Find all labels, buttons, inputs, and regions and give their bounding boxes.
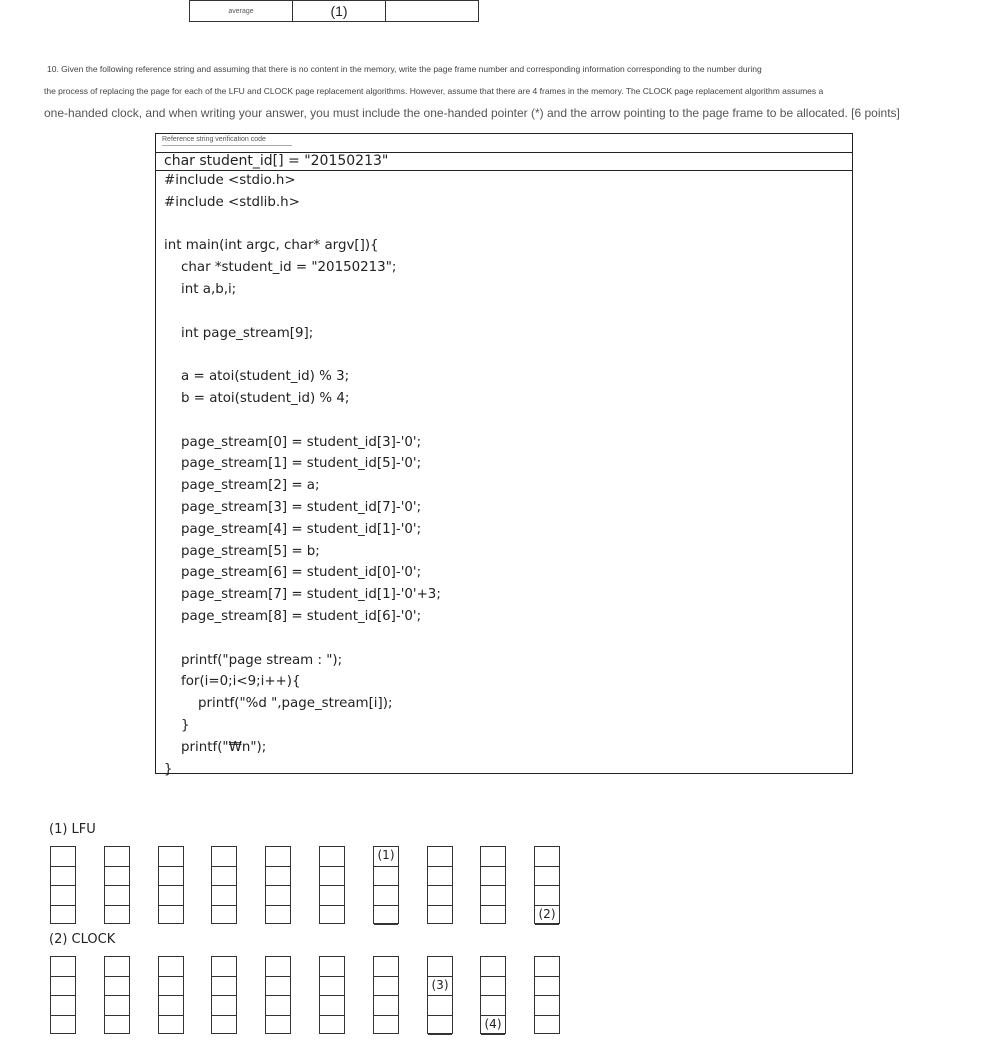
- frame-cell: [374, 977, 398, 997]
- frame-column: [104, 956, 130, 1034]
- code-listing: [164, 170, 441, 780]
- frame-cell: [320, 1016, 344, 1036]
- frame-cell: [481, 957, 505, 977]
- frame-cell: [535, 867, 559, 887]
- frame-column: [427, 956, 453, 1034]
- code-caption: Reference string verification code: [162, 136, 266, 143]
- frame-column: [158, 956, 184, 1034]
- frame-cell: [374, 886, 398, 906]
- frame-cell: [320, 957, 344, 977]
- frame-cell: [374, 1016, 398, 1036]
- frame-column: [50, 956, 76, 1034]
- frame-cell: [535, 847, 559, 867]
- frame-cell: [320, 847, 344, 867]
- average-value: (1): [293, 1, 386, 22]
- frame-cell: [266, 847, 290, 867]
- code-line: printf("%d ",page_stream[i]);: [164, 696, 393, 712]
- frame-cell: [105, 906, 129, 926]
- student-id-line: char student_id[] = "20150213": [164, 153, 389, 169]
- frame-cell: [320, 867, 344, 887]
- frame-cell: [105, 977, 129, 997]
- code-line: printf("₩n");: [164, 739, 267, 755]
- question-line-1: 10. Given the following reference string and assuming that there is no content in the memory, write the page frame number and corresponding information corresponding to the number during: [47, 64, 762, 74]
- code-box: [155, 133, 853, 777]
- code-line: a = atoi(student_id) % 3;: [164, 369, 350, 385]
- frame-cell: [374, 867, 398, 887]
- code-line: page_stream[0] = student_id[3]-'0';: [164, 434, 422, 450]
- frame-column: [158, 846, 184, 924]
- answer-marker: (1): [377, 848, 395, 862]
- clock-title: (2) CLOCK: [49, 932, 116, 947]
- frame-cell: [159, 867, 183, 887]
- code-line: int page_stream[9];: [164, 325, 314, 341]
- frame-cell: [320, 996, 344, 1016]
- frame-cell: [374, 906, 398, 926]
- frame-column: [50, 846, 76, 924]
- code-line: }: [164, 761, 173, 777]
- question-line-2: the process of replacing the page for each of the LFU and CLOCK page replacement algorithms. However, assume that there are 4 frames in the memory. The CLOCK page replacement algorithm assumes a: [44, 86, 824, 96]
- frame-cell: [481, 847, 505, 867]
- frame-cell: [212, 886, 236, 906]
- code-line: page_stream[8] = student_id[6]-'0';: [164, 608, 422, 624]
- frame-column: [480, 846, 506, 924]
- code-line: page_stream[4] = student_id[1]-'0';: [164, 521, 422, 537]
- frame-cell: [535, 996, 559, 1016]
- code-line: page_stream[6] = student_id[0]-'0';: [164, 565, 422, 581]
- frame-cell: [428, 867, 452, 887]
- frame-cell: [105, 847, 129, 867]
- frame-column: [480, 956, 506, 1034]
- frame-column: [534, 846, 560, 924]
- frame-cell: [266, 906, 290, 926]
- frame-cell: [51, 957, 75, 977]
- code-line: [164, 214, 441, 236]
- frame-cell: [159, 1016, 183, 1036]
- frame-cell: [266, 1016, 290, 1036]
- frame-cell: [535, 957, 559, 977]
- frame-cell: [51, 977, 75, 997]
- frame-cell: [51, 867, 75, 887]
- frame-cell: [212, 906, 236, 926]
- frame-cell: [266, 996, 290, 1016]
- code-line: b = atoi(student_id) % 4;: [164, 390, 350, 406]
- frame-cell: [481, 906, 505, 926]
- frame-cell: [105, 957, 129, 977]
- code-line: [164, 410, 441, 432]
- code-line: int main(int argc, char* argv[]){: [164, 238, 379, 254]
- frame-cell: [266, 867, 290, 887]
- frame-cell: [481, 977, 505, 997]
- frame-cell: [535, 886, 559, 906]
- frame-cell: [374, 996, 398, 1016]
- frame-cell: [481, 996, 505, 1016]
- frame-cell: [159, 886, 183, 906]
- frame-column: [265, 846, 291, 924]
- code-line: printf("page stream : ");: [164, 652, 343, 668]
- code-line: int a,b,i;: [164, 281, 237, 297]
- frame-cell: [428, 906, 452, 926]
- frame-cell: [428, 886, 452, 906]
- code-line: [164, 344, 441, 366]
- answer-marker: (3): [431, 977, 449, 992]
- frame-cell: [535, 977, 559, 997]
- frame-cell: [105, 886, 129, 906]
- frame-cell: [105, 1016, 129, 1036]
- frame-cell: [212, 996, 236, 1016]
- frame-cell: [320, 977, 344, 997]
- frame-column: [211, 956, 237, 1034]
- frame-cell: [51, 847, 75, 867]
- frame-column: [373, 846, 399, 924]
- frame-cell: [159, 977, 183, 997]
- frame-column: [319, 846, 345, 924]
- frame-column: [265, 956, 291, 1034]
- frame-cell: [481, 867, 505, 887]
- frame-cell: [428, 957, 452, 977]
- frame-cell: [320, 906, 344, 926]
- student-id-row: [156, 152, 852, 171]
- code-line: [164, 628, 441, 650]
- frame-cell: [535, 1016, 559, 1036]
- frame-cell: [374, 957, 398, 977]
- frame-column: [373, 956, 399, 1034]
- answer-marker: (4): [484, 1016, 502, 1031]
- frame-cell: [212, 1016, 236, 1036]
- frame-cell: [481, 886, 505, 906]
- frame-cell: [212, 867, 236, 887]
- code-line: #include <stdio.h>: [164, 173, 296, 188]
- frame-cell: [428, 1016, 452, 1036]
- frame-column: [104, 846, 130, 924]
- caption-underline: [162, 145, 292, 146]
- frame-cell: [51, 886, 75, 906]
- lfu-title: (1) LFU: [49, 822, 96, 837]
- frame-cell: [159, 906, 183, 926]
- frame-cell: [212, 977, 236, 997]
- frame-cell: [266, 957, 290, 977]
- question-line-3: one-handed clock, and when writing your answer, you must include the one-handed pointer (*) and the arrow pointing to the page frame to be allocated. [6 points]: [44, 106, 900, 120]
- code-line: #include <stdlib.h>: [164, 194, 300, 210]
- code-line: for(i=0;i<9;i++){: [164, 674, 301, 690]
- frame-cell: [428, 996, 452, 1016]
- frame-column: [319, 956, 345, 1034]
- frame-cell: [51, 906, 75, 926]
- frame-cell: [105, 867, 129, 887]
- frame-cell: [320, 886, 344, 906]
- frame-cell: [159, 996, 183, 1016]
- frame-column: [211, 846, 237, 924]
- average-label: average: [190, 1, 293, 22]
- code-line: page_stream[7] = student_id[1]-'0'+3;: [164, 587, 441, 603]
- code-line: }: [164, 717, 190, 733]
- code-line: page_stream[3] = student_id[7]-'0';: [164, 499, 422, 515]
- answer-marker: (2): [538, 906, 556, 921]
- frame-cell: [266, 977, 290, 997]
- frame-cell: [51, 996, 75, 1016]
- empty-cell: [386, 1, 479, 22]
- frame-cell: [428, 847, 452, 867]
- code-line: page_stream[5] = b;: [164, 543, 320, 559]
- frame-column: [534, 956, 560, 1034]
- frame-cell: [212, 957, 236, 977]
- code-line: page_stream[1] = student_id[5]-'0';: [164, 456, 422, 472]
- frame-cell: [212, 847, 236, 867]
- code-line: page_stream[2] = a;: [164, 478, 320, 494]
- frame-column: [427, 846, 453, 924]
- code-line: [164, 301, 441, 323]
- frame-cell: [159, 847, 183, 867]
- code-line: char *student_id = "20150213";: [164, 260, 397, 276]
- frame-cell: [266, 886, 290, 906]
- frame-cell: [105, 996, 129, 1016]
- frame-cell: [51, 1016, 75, 1036]
- frame-cell: [159, 957, 183, 977]
- score-table: [189, 0, 479, 22]
